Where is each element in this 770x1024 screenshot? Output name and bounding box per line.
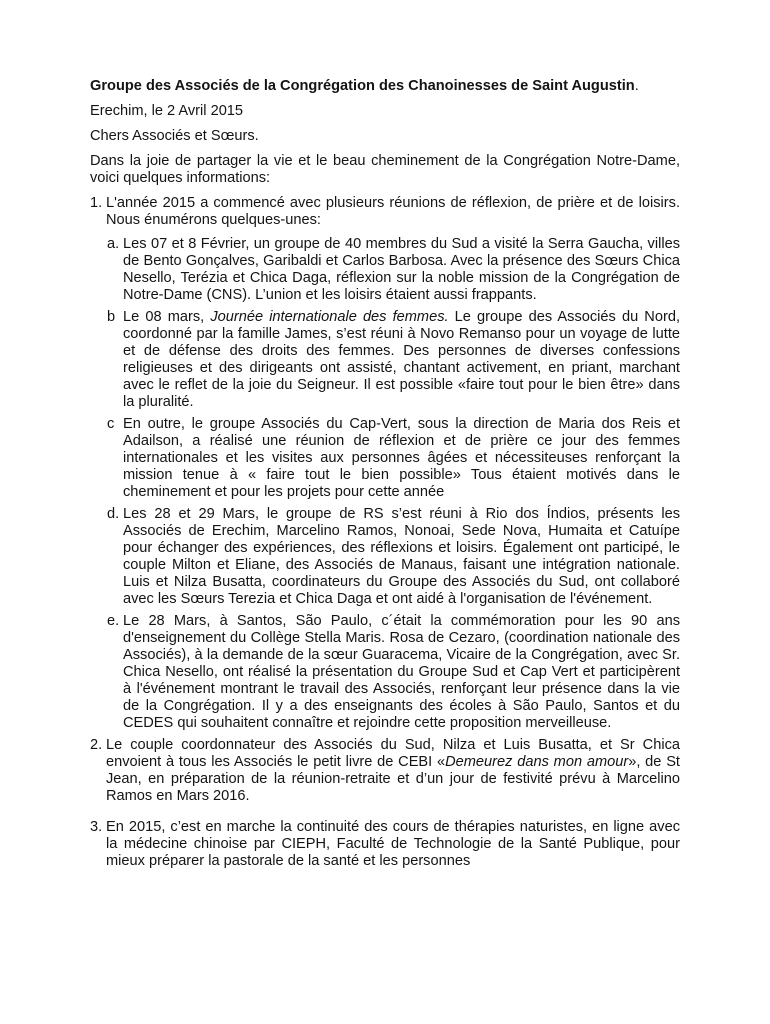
sub-item-label: b [107,309,116,325]
sub-item-text: En outre, le groupe Associés du Cap-Vert, sous la direction de Maria dos Reis et Adailson, a réalisé une réunion de réflexion et de prière ce jour des femmes internationales et les visites aux personnes âgées et nécessiteuses renforçant la mission tenue à « faire tout le bien possible» Tous étaient motivés dans le cheminement et pour les projets pour cette année [123,416,680,500]
list-item-1 [90,195,680,229]
emphasis-text: Demeurez dans mon amour [445,754,629,770]
list-item-3 [90,819,680,870]
sub-item-c [107,416,680,501]
sub-item-label: c [107,416,115,432]
emphasis-text: Journée internationale des femmes. [210,309,449,325]
place-date: Erechim, le 2 Avril 2015 [90,103,244,119]
sub-item-text: Les 28 et 29 Mars, le groupe de RS s’est réuni à Rio dos Índios, présents les Associés de Erechim, Marcelino Ramos, Nonoai, Sede Nova, Humaita et Catuípe pour échanger des expériences, des réflexions et loisirs. Également ont participé, le couple Milton et Eliane, des Associés de Manaus, faisant une intégration nationale. Luis et Nilza Busatta, coordinateurs du Groupe des Associés du Sud, ont collaboré avec les Sœurs Terezia et Chica Daga et ont aidé à l'organisation de l'événement. [123,506,680,607]
sub-item-label: a. [107,236,120,252]
sub-item-text: Les 07 et 8 Février, un groupe de 40 membres du Sud a visité la Serra Gaucha, villes de Bento Gonçalves, Garibaldi et Carlos Barbosa. Avec la présence des Sœurs Chica Nesello, Terézia et Chica Daga, réflexion sur la noble mission de la Congrégation de Notre-Dame (CNS). L’union et les loisirs étaient aussi frappants. [123,236,680,303]
list-item-label: 2. [90,737,103,753]
sub-item-text: Le 28 Mars, à Santos, São Paulo, c´était la commémoration pour les 90 ans d'enseignement du Collège Stella Maris. Rosa de Cezaro, (coordination nationale des Associés), à la demande de la sœur Guaracema, Vicaire de la Congrégation, avec Sr. Chica Nesello, ont réalisé la présentation du Groupe Sud et Cap Vert et participèrent à l'événement montrant le travail des Associés, renforçant leur présence dans la vie de la Congrégation. Il y a des enseignants des écoles à São Paulo, Santos et du CEDES qui souhaitent connaître et rejoindre cette proposition merveilleuse. [123,613,680,731]
list-item-2 [90,737,680,805]
sub-item-label: e. [107,613,120,629]
list-item-text: En 2015, c’est en marche la continuité des cours de thérapies naturistes, en ligne avec la médecine chinoise par CIEPH, Faculté de Technologie de la Santé Publique, pour mieux préparer la pastorale de la santé et les personnes [106,819,680,869]
greeting: Chers Associés et Sœurs. [90,128,259,144]
sub-item-e [107,613,680,732]
list-item-text: Le couple coordonnateur des Associés du Sud, Nilza et Luis Busatta, et Sr Chica envoient à tous les Associés le petit livre de CEBI «Demeurez dans mon amour», de St Jean, en préparation de la réunion-retraite et d’un jour de festivité prévu à Marcelino Ramos en Mars 2016. [106,737,680,804]
list-item-label: 1. [90,195,103,211]
intro-paragraph: Dans la joie de partager la vie et le beau cheminement de la Congrégation Notre-Dame, voici quelques informations: [90,153,680,186]
letter-page [90,78,680,877]
sub-item-a [107,236,680,304]
letter-title: Groupe des Associés de la Congrégation des Chanoinesses de Saint Augustin. [90,78,639,94]
list-item-text: L'année 2015 a commencé avec plusieurs réunions de réflexion, de prière et de loisirs. Nous énumérons quelques-unes: [106,195,680,228]
sub-item-text: Le 08 mars, Journée internationale des femmes. Le groupe des Associés du Nord, coordonné par la famille James, s’est réuni à Novo Remanso pour un voyage de lutte et de défense des droits des femmes. Des personnes de diverses confessions religieuses et des dirigeants ont assisté, chantant activement, en priant, marchant avec le reflet de la joie du Seigneur. Il est possible «faire tout pour le bien être» dans la pluralité. [123,309,680,410]
sub-item-b [107,309,680,411]
sub-item-label: d. [107,506,120,522]
list-item-label: 3. [90,819,103,835]
sub-item-d [107,506,680,608]
